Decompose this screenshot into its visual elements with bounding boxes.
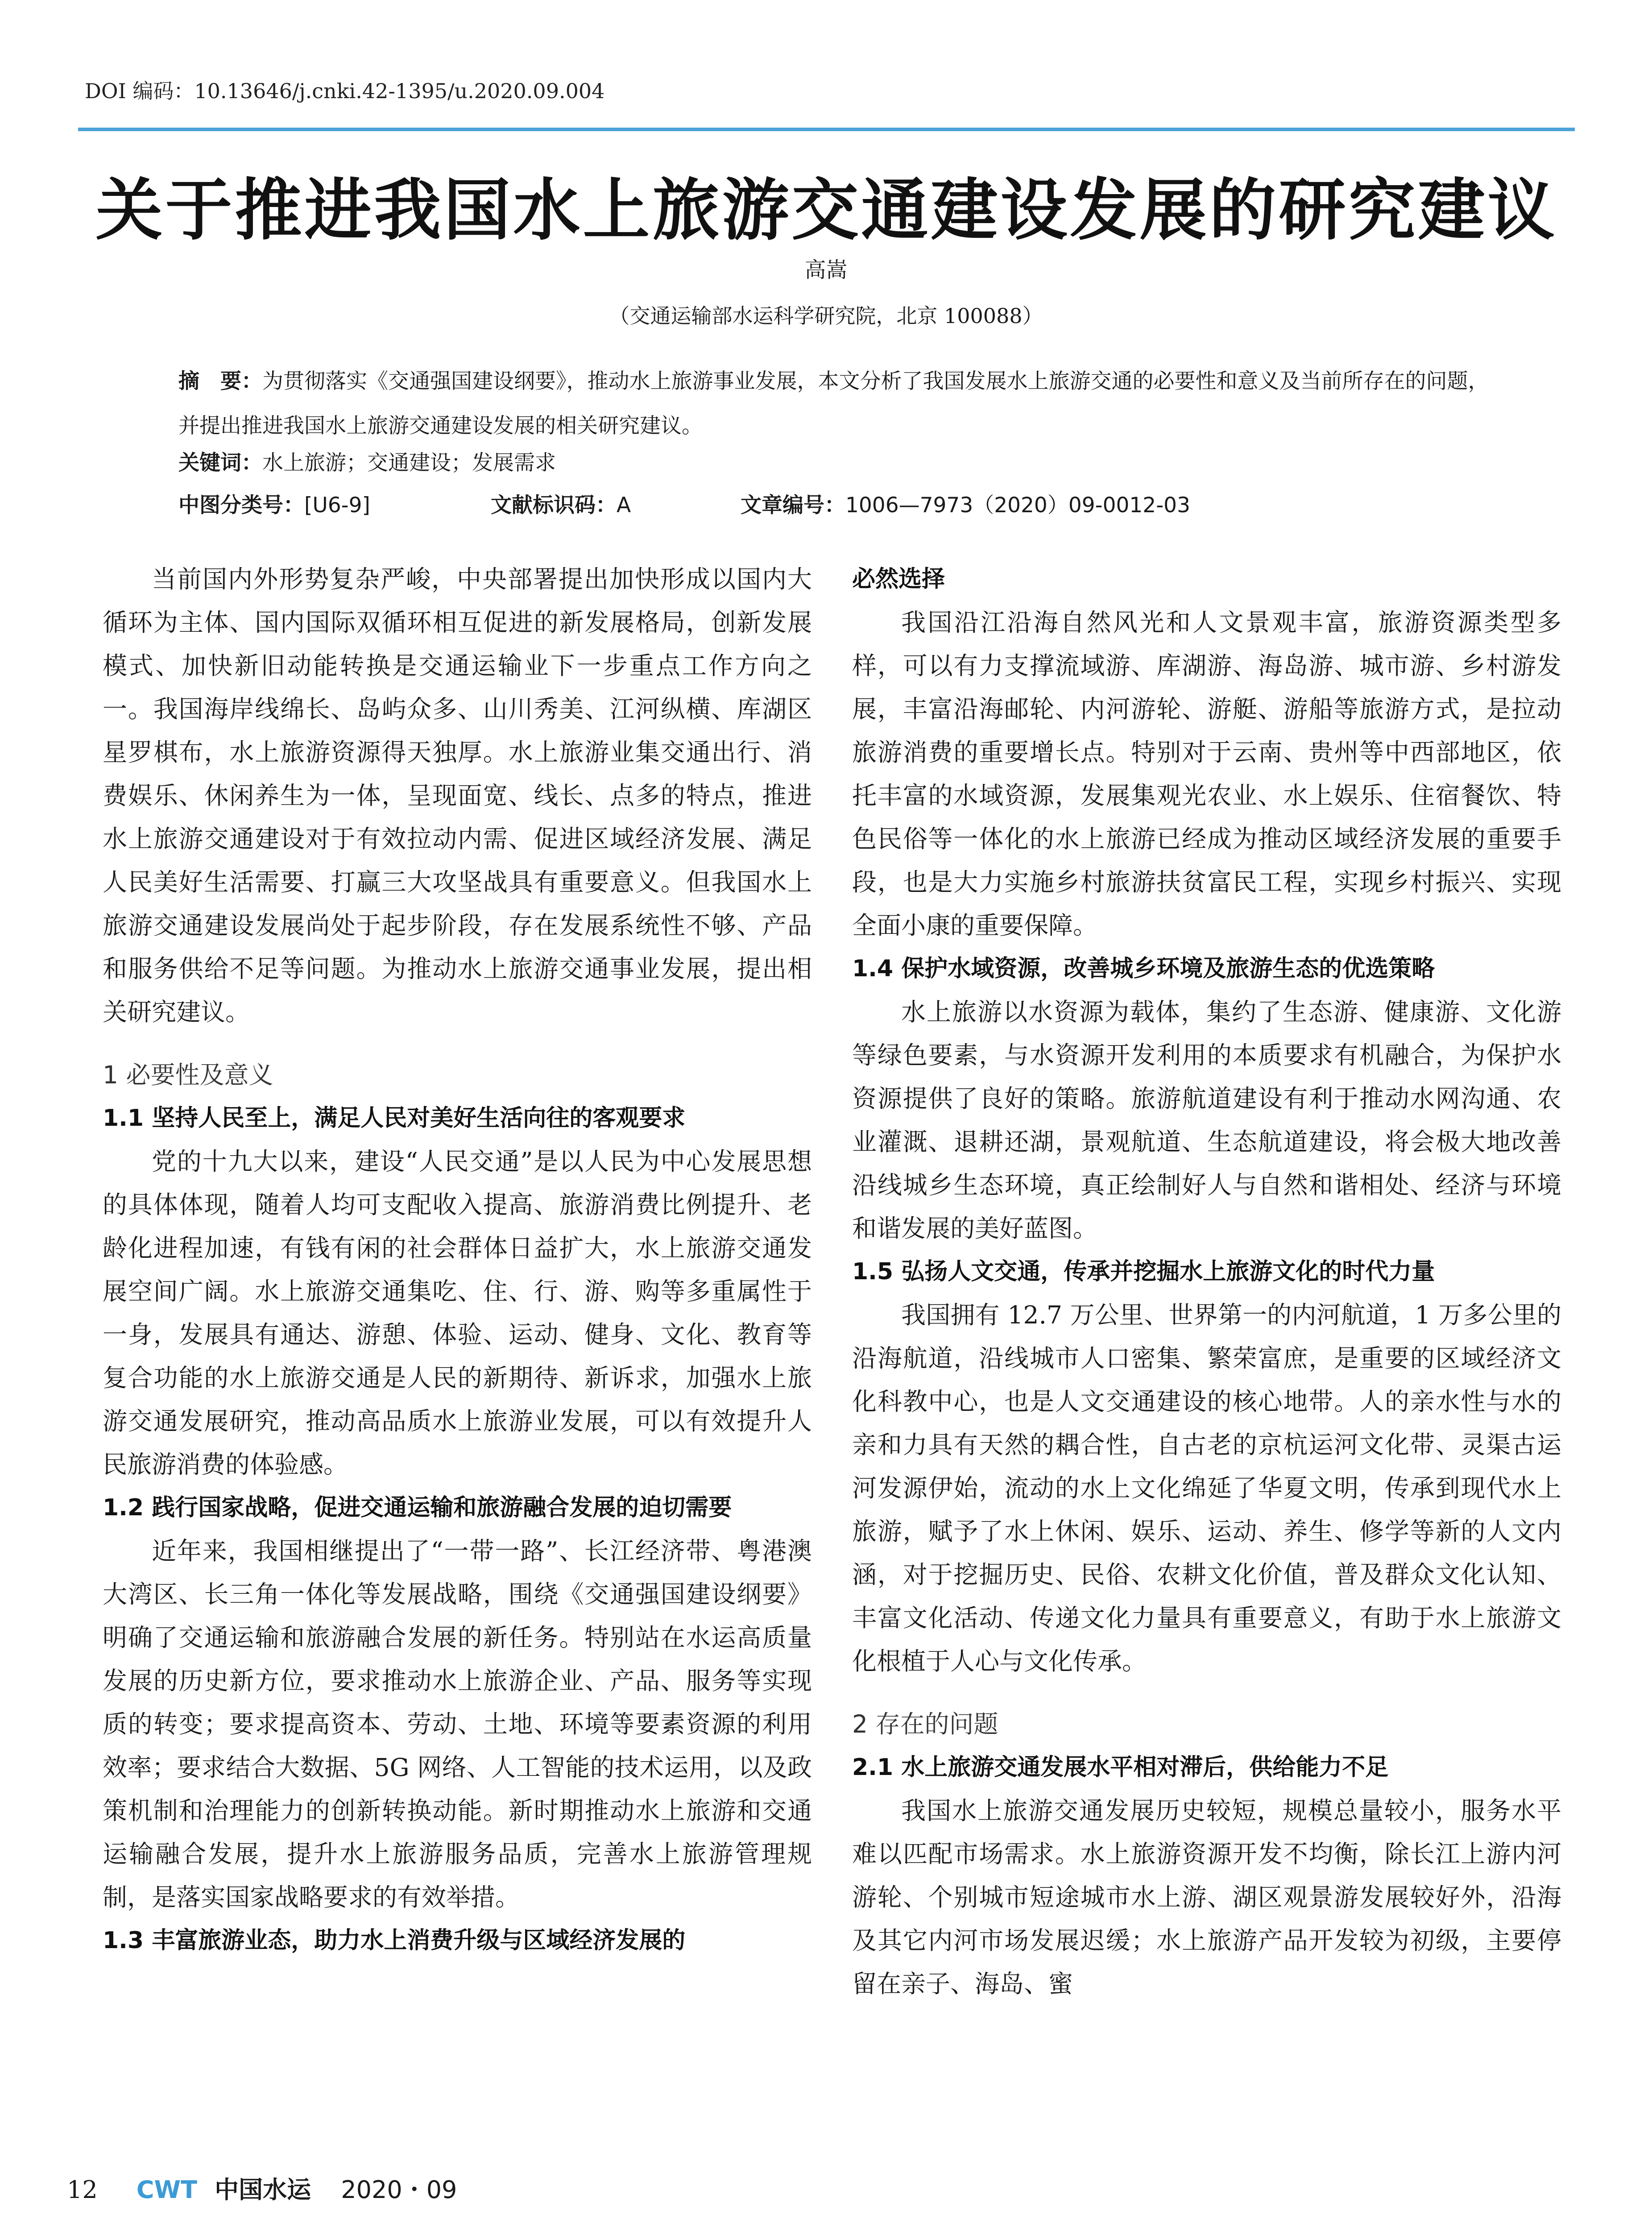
affiliation: （交通运输部水运科学研究院，北京 100088） bbox=[609, 304, 1043, 328]
subsection-heading: 2.1 水上旅游交通发展水平相对滞后，供给能力不足 bbox=[852, 1754, 1389, 1781]
abstract-text: 为贯彻落实《交通强国建设纲要》，推动水上旅游事业发展，本文分析了我国发展水上旅游交通的必要性和意义及当前所存在的问题，并提出推进我国水上旅游交通建设发展的相关研究建议。 bbox=[178, 369, 1489, 438]
body-paragraph: 我国水上旅游交通发展历史较短，规模总量较小，服务水平难以匹配市场需求。水上旅游资源开发不均衡，除长江上游内河游轮、个别城市短途城市水上游、湖区观景游发展较好外，沿海及其它内河市场发展迟缓；水上旅游产品开发较为初级，主要停留在亲子、海岛、蜜 bbox=[852, 1796, 1561, 1998]
document-code: 文献标识码：A bbox=[491, 493, 631, 518]
subsection-heading: 1.2 践行国家战略，促进交通运输和旅游融合发展的迫切需要 bbox=[103, 1494, 732, 1521]
section-heading: 2 存在的问题 bbox=[852, 1710, 998, 1738]
body-paragraph: 我国沿江沿海自然风光和人文景观丰富，旅游资源类型多样，可以有力支撑流域游、库湖游、海岛游、城市游、乡村游发展，丰富沿海邮轮、内河游轮、游艇、游船等旅游方式，是拉动旅游消费的重要增长点。特别对于云南、贵州等中西部地区，依托丰富的水域资源，发展集观光农业、水上娱乐、住宿餐饮、特色民俗等一体化的水上旅游已经成为推动区域经济发展的重要手段，也是大力实施乡村旅游扶贫富民工程，实现乡村振兴、实现全面小康的重要保障。 bbox=[852, 608, 1561, 940]
body-paragraph: 水上旅游以水资源为载体，集约了生态游、健康游、文化游等绿色要素，与水资源开发利用的本质要求有机融合，为保护水资源提供了良好的策略。旅游航道建设有利于推动水网沟通、农业灌溉、退耕还湖，景观航道、生态航道建设，将会极大地改善沿线城乡生态环境，真正绘制好人与自然和谐相处、经济与环境和谐发展的美好蓝图。 bbox=[852, 998, 1561, 1243]
keywords-text: 水上旅游；交通建设；发展需求 bbox=[262, 451, 556, 475]
author: 高嵩 bbox=[804, 257, 848, 282]
section-heading: 1 必要性及意义 bbox=[103, 1061, 273, 1089]
page-number: 12 bbox=[67, 2176, 98, 2204]
article-number: 文章编号：1006—7973（2020）09-0012-03 bbox=[741, 493, 1190, 518]
cwt-logo: CWT bbox=[136, 2176, 197, 2204]
intro-paragraph: 当前国内外形势复杂严峻，中央部署提出加快形成以国内大循环为主体、国内国际双循环相互促进的新发展格局，创新发展模式、加快新旧动能转换是交通运输业下一步重点工作方向之一。我国海岸线绵长、岛屿众多、山川秀美、江河纵横、库湖区星罗棋布，水上旅游资源得天独厚。水上旅游业集交通出行、消费娱乐、休闲养生为一体，呈现面宽、线长、点多的特点，推进水上旅游交通建设对于有效拉动内需、促进区域经济发展、满足人民美好生活需要、打赢三大攻坚战具有重要意义。但我国水上旅游交通建设发展尚处于起步阶段，存在发展系统性不够、产品和服务供给不足等问题。为推动水上旅游交通事业发展，提出相关研究建议。 bbox=[103, 565, 812, 1026]
doi-header: DOI 编码：10.13646/j.cnki.42-1395/u.2020.09.004 bbox=[85, 79, 605, 103]
body-paragraph: 我国拥有 12.7 万公里、世界第一的内河航道，1 万多公里的沿海航道，沿线城市人口密集、繁荣富庶，是重要的区域经济文化科教中心，也是人文交通建设的核心地带。人的亲水性与水的亲和力具有天然的耦合性，自古老的京杭运河文化带、灵渠古运河发源伊始，流动的水上文化绵延了华夏文明，传承到现代水上旅游，赋予了水上休闲、娱乐、运动、养生、修学等新的人文内涵，对于挖掘历史、民俗、农耕文化价值，普及群众文化认知、丰富文化活动、传递文化力量具有重要意义，有助于水上旅游文化根植于人心与文化传承。 bbox=[852, 1301, 1561, 1675]
keywords bbox=[178, 446, 556, 476]
magazine-name: 中国水运 bbox=[215, 2176, 311, 2204]
subsection-heading: 1.4 保护水域资源，改善城乡环境及旅游生态的优选策略 bbox=[852, 955, 1435, 982]
header-rule bbox=[78, 128, 1575, 131]
abstract bbox=[178, 359, 1499, 448]
page-footer bbox=[67, 2171, 457, 2205]
subsection-heading: 1.1 坚持人民至上，满足人民对美好生活向往的客观要求 bbox=[103, 1105, 686, 1132]
article-title: 关于推进我国水上旅游交通建设发展的研究建议 bbox=[95, 171, 1557, 249]
subsection-heading-continued: 必然选择 bbox=[852, 566, 945, 593]
left-column bbox=[103, 558, 812, 1962]
subsection-heading: 1.3 丰富旅游业态，助力水上消费升级与区域经济发展的 bbox=[103, 1927, 686, 1954]
right-column bbox=[852, 558, 1561, 2006]
issue-date: 2020・09 bbox=[341, 2176, 457, 2204]
body-paragraph: 党的十九大以来，建设“人民交通”是以人民为中心发展思想的具体体现，随着人均可支配收入提高、旅游消费比例提升、老龄化进程加速，有钱有闲的社会群体日益扩大，水上旅游交通发展空间广阔。水上旅游交通集吃、住、行、游、购等多重属性于一身，发展具有通达、游憩、体验、运动、健身、文化、教育等复合功能的水上旅游交通是人民的新期待、新诉求，加强水上旅游交通发展研究，推动高品质水上旅游业发展，可以有效提升人民旅游消费的体验感。 bbox=[103, 1147, 812, 1479]
body-paragraph: 近年来，我国相继提出了“一带一路”、长江经济带、粤港澳大湾区、长三角一体化等发展战略，围绕《交通强国建设纲要》明确了交通运输和旅游融合发展的新任务。特别站在水运高质量发展的历史新方位，要求推动水上旅游企业、产品、服务等实现质的转变；要求提高资本、劳动、土地、环境等要素资源的利用效率；要求结合大数据、5G 网络、人工智能的技术运用，以及政策机制和治理能力的创新转换动能。新时期推动水上旅游和交通运输融合发展，提升水上旅游服务品质，完善水上旅游管理规制，是落实国家战略要求的有效举措。 bbox=[103, 1537, 812, 1912]
clc-code: 中图分类号：[U6-9] bbox=[178, 493, 370, 518]
keywords-label: 关键词： bbox=[178, 451, 262, 475]
abstract-label: 摘 要： bbox=[178, 369, 262, 394]
subsection-heading: 1.5 弘扬人文交通，传承并挖掘水上旅游文化的时代力量 bbox=[852, 1258, 1435, 1285]
